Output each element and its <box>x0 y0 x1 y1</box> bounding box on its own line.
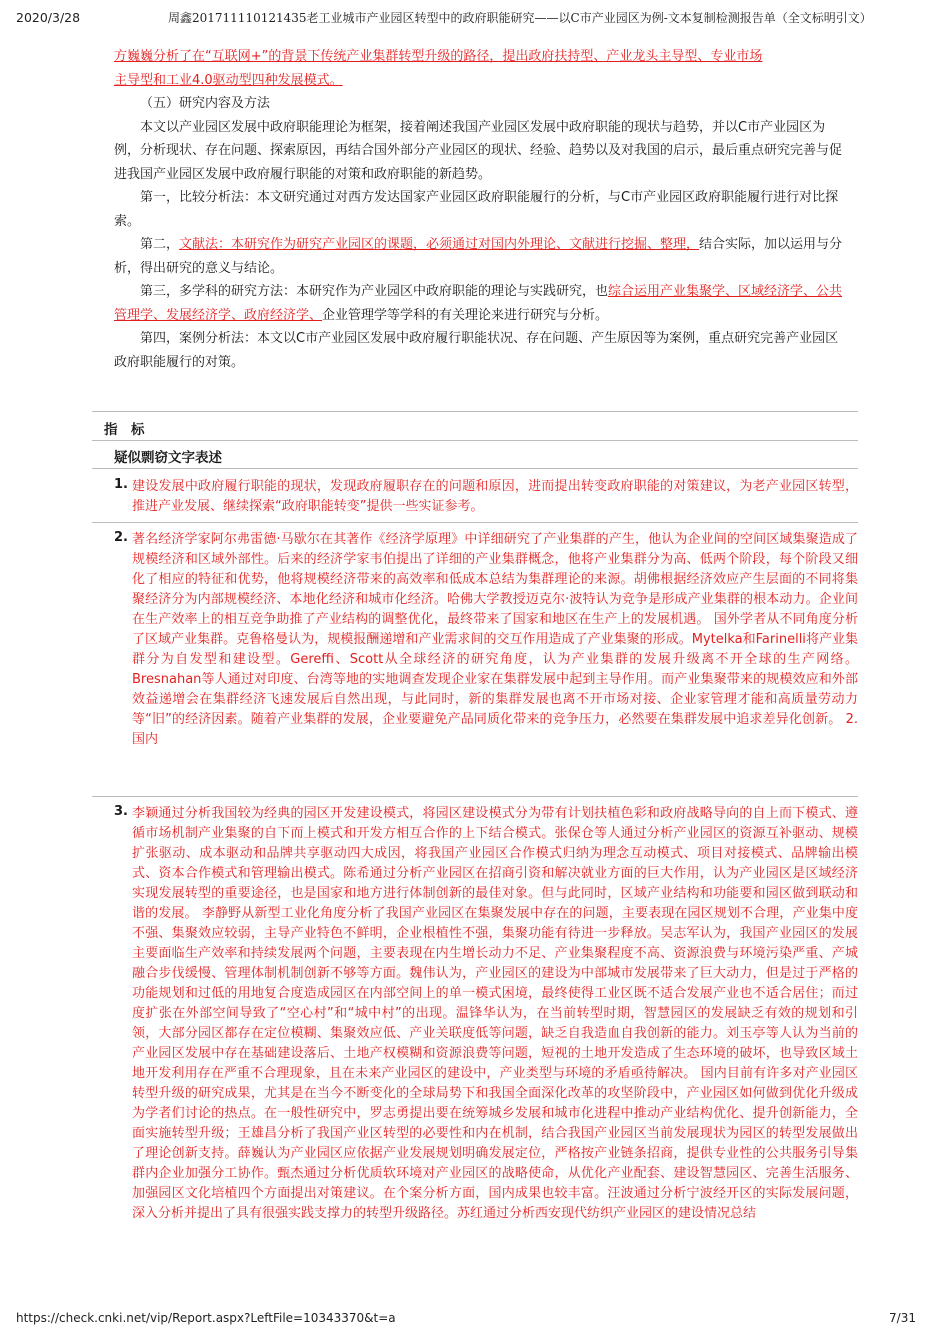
item-text: 李颖通过分析我国较为经典的园区开发建设模式，将园区建设模式分为带有计划扶植色彩和政府战略导向的自上而下模式、遵循市场机制产业集聚的自下而上模式和开发方相互合作的上下结合模式。张保仓等人通过分析产业园区的资源互补驱动、规模扩张驱动、成本驱动和品牌共享驱动四大成因，将我国产业园区合作模式归纳为理念互动模式、项目对接模式、品牌输出模式、资本合作模式和管理输出模式。陈希通过分析产业园区在招商引资和解决就业方面的巨大作用，认为产业园区是区域经济实现发展转型的重要途径，也是国家和地方进行体制创新的最佳对象。但与此同时，区域产业结构和功能要和园区做到联动和谐的发展。 李静野从新型工业化角度分析了我国产业园区在集聚发展中存在的问题，主要表现在园区规划不合理，产业集中度不强、集聚效应较弱，主导产业特色不鲜明，企业根植性不强，集聚功能有待进一步释放。吴志军认为，我国产业园区的发展主要面临生产效率和持续发展两个问题，主要表现在内生增长动力不足、产业集聚程度不高、资源浪费与环境污染严重、产城融合步伐缓慢、管理体制机制创新不够等方面。魏伟认为，产业园区的建设为中部城市发展带来了巨大动力，但是过于严格的功能规划和过低的用地复合度造成园区在内部空间上的单一模式困境，最终使得工业区既不适合发展产业也不适合居住；而过度扩张在外部空间导致了“空心村”和“城中村”的出现。温锋华认为，在当前转型时期，智慧园区的发展缺乏有效的规划和引领，大部分园区都存在定位模糊、集聚效应低、产业关联度低等问题，缺乏自我造血自我创新的能力。刘玉亭等人认为当前的产业园区发展中存在基础建设落后、土地产权模糊和资源浪费等问题，短视的土地开发造成了生态环境的破坏，也导致区域土地开发利用存在严重不合理现象，且在未来产业园区的建设中，产业类型与环境的矛盾亟待解决。 国内目前有许多对产业园区转型升级的研究成果，尤其是在当今不断变化的全球局势下和我国全面深化改革的攻坚阶段中，产业园区如何做到优化升级成为学者们讨论的热点。在一般性研究中，罗志勇提出要在统筹城乡发展和城市化进程中推动产业结构优化、提升创新能力，全面实施转型升级；王雄昌分析了我国产业区转型的必要性和内在机制，结合我国产业园区当前发展现状为园区的转型发展做出了理论创新支持。薛巍认为产业园区应依据产业发展规划明确发展定位，严格按产业链条招商，提供专业性的公共服务引导集群内企业加强分工协作。甄杰通过分析优质软环境对产业园区的战略使命，从优化产业配套、建设智慧园区、完善生活服务、加强园区文化培植四个方面提出对策建议。在个案分析方面，国内成果也较丰富。汪波通过分析宁波经开区的实际发展问题，深入分析并提出了具有很强实践支撑力的转型升级路径。苏红通过分析西安现代纺织产业园区的建设情况总结 <box>132 806 858 1221</box>
report-url: https://check.cnki.net/vip/Report.aspx?LeftFile=10343370&t=a <box>16 1311 396 1325</box>
text-span: 第二， <box>140 237 180 252</box>
paragraph: 第四，案例分析法：本文以C市产业园区发展中政府履行职能状况、存在问题、产生原因等为案例，重点研究完善产业园区政府职能履行的对策。 <box>114 331 839 370</box>
item-divider <box>92 796 858 797</box>
top-section <box>114 45 844 374</box>
highlighted-text: 综合运用产业集聚学、区域经济学、公共管理学、发展经济学、政府经济学、 <box>114 284 843 323</box>
list-item <box>92 804 858 1224</box>
item-number: 3. <box>114 804 128 819</box>
text-span: 第三，多学科的研究方法：本研究作为产业园区中政府职能的理论与实践研究，也 <box>140 284 609 299</box>
highlighted-text: 主导型和工业4.0驱动型四种发展模式。 <box>114 72 343 88</box>
page-number: 7/31 <box>889 1311 916 1325</box>
section-divider <box>92 440 858 441</box>
report-title: 周鑫201711110121435老工业城市产业园区转型中的政府职能研究——以C市产业园区为例-文本复制检测报告单（全文标明引文） <box>168 11 872 25</box>
section-heading: （五）研究内容及方法 <box>140 96 271 111</box>
paragraph: 本文以产业园区发展中政府职能理论为框架，接着阐述我国产业园区发展中政府职能的现状与趋势，并以C市产业园区为例，分析现状、存在问题、探索原因，再结合国外部分产业园区的现状、经验、趋势以及对我国的启示，最后重点研究完善与促进我国产业园区发展中政府履行职能的对策和政府职能的新趋势。 <box>114 119 843 182</box>
item-number: 1. <box>114 477 128 492</box>
section-divider <box>92 468 858 469</box>
print-date: 2020/3/28 <box>16 10 81 25</box>
paragraph <box>114 233 844 280</box>
text-span: 企业管理学等学科的有关理论来进行研究与分析。 <box>322 307 609 323</box>
highlighted-text: 文献法：本研究作为研究产业园区的课题，必须通过对国内外理论、文献进行挖掘、整理， <box>179 237 700 252</box>
highlighted-text: 方巍巍分析了在“互联网+”的背景下传统产业集群转型升级的路径，提出政府扶持型、产业龙头主导型、专业市场 <box>114 49 763 64</box>
indicator-label: 指 标 <box>104 422 145 438</box>
list-item <box>92 530 858 750</box>
section-divider <box>92 411 858 412</box>
list-item <box>92 477 858 517</box>
page-footer <box>16 1311 934 1329</box>
page-header <box>16 6 934 28</box>
continued-text <box>114 45 844 92</box>
paragraph: 第一，比较分析法：本文研究通过对西方发达国家产业园区政府职能履行的分析，与C市产业园区政府职能履行进行对比探索。 <box>114 190 839 229</box>
item-divider <box>92 522 858 523</box>
item-text: 建设发展中政府履行职能的现状，发现政府履职存在的问题和原因，进而提出转变政府职能的对策建议，为老产业园区转型，推进产业发展、继续探索“政府职能转变”提供一些实证参考。 <box>132 479 858 514</box>
item-text: 著名经济学家阿尔弗雷德·马歇尔在其著作《经济学原理》中详细研究了产业集群的产生，他认为企业间的空间区域集聚造成了规模经济和区域外部性。后来的经济学家韦伯提出了详细的产业集群概念，他将产业集群分为高、低两个阶段，每个阶段又细化了相应的特征和优势，他将规模经济带来的高效率和低成本总结为集群理论的来源。胡佛根据经济效应产生层面的不同将集聚经济分为内部规模经济、本地化经济和城市化经济。哈佛大学教授迈克尔·波特认为竞争是形成产业集群的根本动力。企业间在生产效率上的相互竞争助推了产业结构的调整优化，最终带来了国家和地区在生产上的发展机遇。 国外学者从不同角度分析了区域产业集群。克鲁格曼认为，规模报酬递增和产业需求间的交互作用造成了产业集聚的形成。Mytelka和Farinelli将产业集群分为自发型和建设型。Gereffi、Scott从全球经济的研究角度，认为产业集群的发展升级离不开全球的生产网络。Bresnahan等人通过对印度、台湾等地的实地调查发现企业家在集群发展中起到主导作用。而产业集聚带来的规模效应和外部效益递增会在集群经济飞速发展后自然出现，与此同时，新的集群发展也离不开市场对接、企业家管理才能和高质量劳动力等“旧”的经济因素。随着产业集群的发展，企业要避免产品同质化带来的竞争压力，必然要在集群发展中追求差异化创新。 2.国内 <box>132 532 858 747</box>
item-number: 2. <box>114 530 128 545</box>
text-span: 结合实际，加以运用与分析，得出研究的意义与结论。 <box>114 237 843 276</box>
paragraph <box>114 280 844 327</box>
plagiarism-subheading: 疑似剽窃文字表述 <box>114 450 222 466</box>
